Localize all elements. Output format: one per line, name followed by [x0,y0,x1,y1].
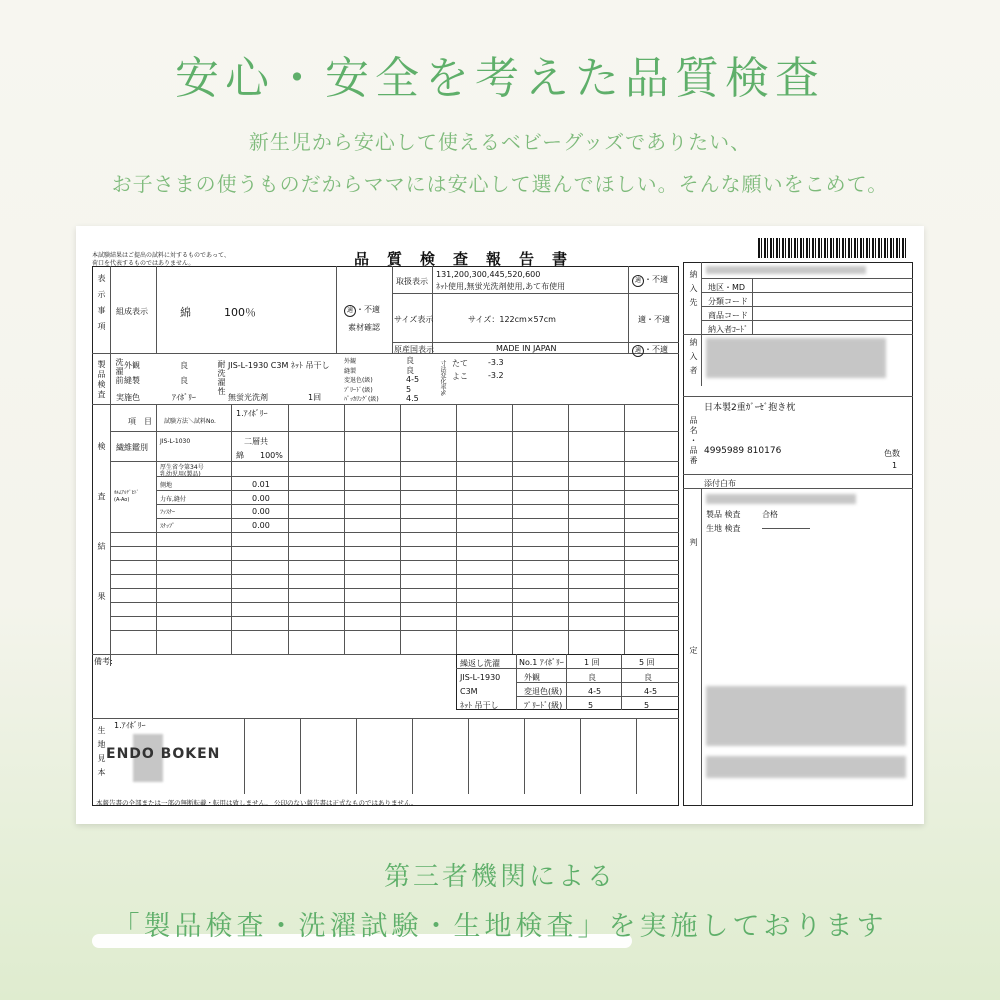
result-label: 検査結果 [97,442,106,642]
supplier-code-label: 納入者ｺｰﾄﾞ [708,325,748,334]
origin-label: 原産国表示 [394,345,434,354]
product-inspection-label: 製品 検査 [706,510,741,519]
area-md-label: 地区・MD [708,283,746,292]
repeat-header-1: 1 回 [584,658,600,667]
appearance-value: 良 [180,361,188,370]
class-code-label: 分類コード [708,297,748,306]
dim-change-label: 寸法変化率% [439,360,446,396]
method-header: 試験方法＼試料No. [164,418,216,425]
size-label: サイズ表示 [394,315,434,324]
report-notice-top: 本試験結果はご提出の試料に対するものであって、 荷口を代表するものではありません。 [92,252,230,267]
item-header: 項 目 [128,417,152,426]
bottom-notice: 本報告書の全部または一部の無断転載・転用は致しません。 公印のない報告書は正式なものではありません。 [96,799,418,807]
headline: 安心・安全を考えた品質検査 [175,53,825,104]
barcode [758,238,908,258]
repeat-wash-method: 繰返し洗濯 JIS-L-1930 C3M ﾈｯﾄ 吊干し [460,659,501,710]
dim-yoko-value: -3.2 [488,371,504,380]
fiber-value: 綿 100% [236,451,283,460]
formaldehyde-standard: 厚生省令第34号 乳幼児用(製品) [160,464,204,478]
dim-tate-value: -3.3 [488,358,504,367]
intro-line-2: お子さまの使うものだからママには安心して選んでほしい。そんな願いをこめて。 [111,172,889,196]
product-code-label: 商品コード [708,311,748,320]
fabric-sample-value: 1.ｱｲﾎﾞﾘｰ [114,721,146,730]
durability-method: JIS-L-1930 C3M ﾈｯﾄ 吊干し [228,361,330,370]
color-count: 1 [892,461,898,470]
report-main-frame [92,266,679,806]
composition-ok-ng: 適 ・不適 [344,304,380,317]
footer-line-1: 第三者機関による [383,862,616,892]
product-check-label: 製品検査 [97,360,106,400]
report-title: 品質検査報告書 [354,250,586,268]
dim-yoko: よこ [452,372,468,381]
repeat-row-1: 良 4-5 5 [588,673,602,710]
repeat-header-sample: No.1 ｱｲﾎﾞﾘｰ [519,658,564,667]
fiber-label: 繊維鑑別 [116,443,148,452]
origin-value: MADE IN JAPAN [496,344,557,353]
attached-fabric: 添付白布 [704,479,736,488]
product-inspection-result: 合格 [762,510,778,519]
size-ok-ng: 適・不適 [638,315,670,324]
appearance-label: 外観 [124,361,140,370]
handling-ok-ng: 適 ・不適 [632,274,668,287]
composition-value: 綿 100％ [180,306,256,319]
repeat-header-5: 5 回 [639,658,655,667]
inspection-report [76,226,924,824]
composition-label: 組成表示 [116,307,148,316]
origin-ok-ng: 適 ・不適 [632,344,668,357]
delivery-label: 納入先 [689,270,698,312]
remarks-label: 備考: [94,657,113,666]
repeat-row-5: 良 4-5 5 [644,673,658,710]
dim-tate: たて [452,359,468,368]
durability-label: 耐洗濯性 [217,360,226,396]
color-value: ｱｲﾎﾞﾘｰ [172,393,196,402]
product-name: 日本製2重ｶﾞｰｾﾞ抱き枕 [704,403,796,413]
sewing-value: 良 [180,376,188,385]
fiber-double: 二層共 [244,437,268,446]
durability-items: 外観 縫製 変退色(級) ﾌﾟﾘｰﾄﾞ(級) ﾊﾟｯｶﾘﾝｸﾞ(級) [344,358,379,404]
wash-before-label: 洗濯前 [115,358,124,385]
formaldehyde-items: 側地 力布,縫付 ﾌｧｽﾅｰ ｽﾅｯﾌﾟ [160,482,186,530]
fabric-inspection-label: 生地 検査 [706,524,741,533]
durability-values: 良 良 4-5 5 4.5 [406,356,420,404]
supplier-label: 納入者 [689,338,698,380]
section-display: 表示事項 [97,274,106,338]
sample-header: 1.ｱｲﾎﾞﾘｰ [236,409,268,418]
material-check: 素材確認 [348,323,380,332]
footer-line-2: 「製品検査・洗濯試験・生地検査」を実施しております [112,911,888,942]
sewing-label: 縫製 [124,376,140,385]
handling-value-1: 131,200,300,445,520,600 [436,270,541,279]
fabric-sample-label: 生地見本 [97,726,106,782]
lab-stamp: ENDO BOKEN [106,746,221,762]
intro-line-1: 新生児から安心して使えるベビーグッズでありたい、 [248,130,752,154]
actual-color-label: 実施色 [116,393,140,402]
formaldehyde-label: ﾎﾙﾑｱﾙﾃﾞﾋﾄﾞ (A-Ao) [114,490,140,503]
fiber-method: JIS-L-1030 [160,438,191,445]
size-value: サイズ：122cm×57cm [468,315,556,324]
durability-times: 1回 [308,393,322,402]
repeat-row-labels: 外観 変退色(級) ﾌﾟﾘｰﾄﾞ(級) [524,673,563,710]
handling-value-2: ﾈｯﾄ使用,無蛍光洗剤使用,あて布使用 [436,282,566,291]
formaldehyde-values: 0.01 0.00 0.00 0.00 [252,480,270,530]
handling-label: 取扱表示 [396,277,428,286]
color-count-label: 色数 [884,449,900,458]
product-name-label: 品名・品番 [689,416,698,466]
durability-detergent: 無蛍光洗剤 [228,393,268,402]
judgement-label: 判定 [689,538,698,754]
product-number: 4995989 810176 [704,446,782,456]
